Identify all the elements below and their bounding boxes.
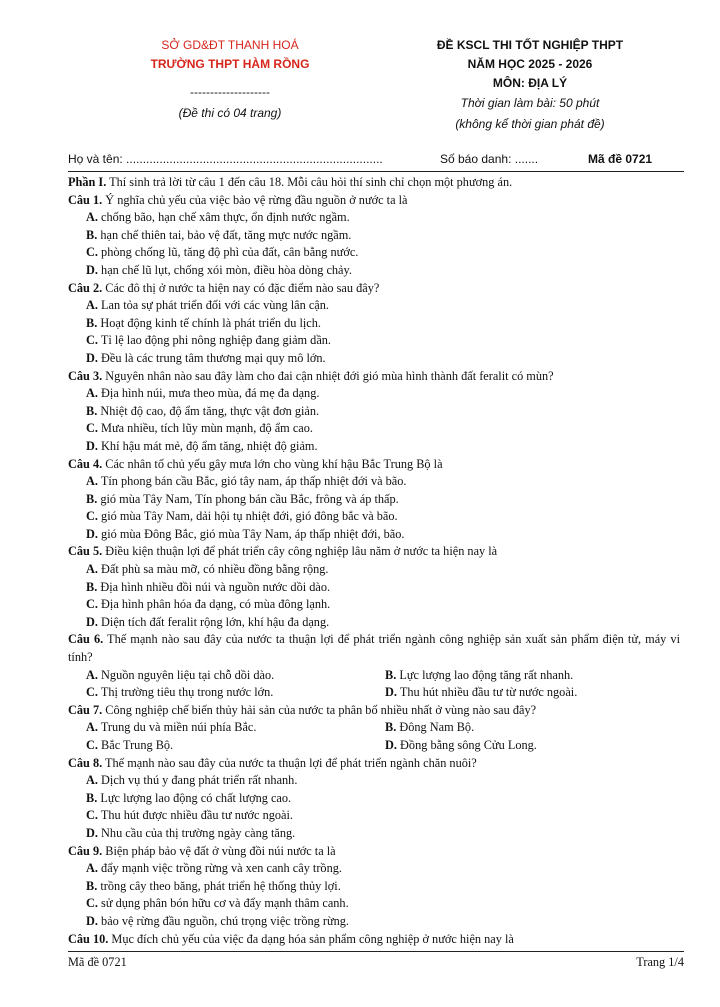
option-text: Tín phong bán cầu Bắc, gió tây nam, áp thấp nhiệt đới và bão. (97, 474, 407, 489)
question-text: Mục đích chủ yếu của việc đa dạng hóa sản phẩm công nghiệp ở nước hiện nay là (108, 931, 514, 946)
candidate-info (68, 152, 662, 172)
option-key: C. (86, 245, 98, 260)
question-number: Câu 9. (68, 843, 103, 858)
subject: MÔN: ĐỊA LÝ (492, 76, 568, 90)
option-text: Dịch vụ thú y đang phát triển rất nhanh. (97, 773, 298, 788)
option-text: Thị trường tiêu thụ trong nước lớn. (97, 685, 274, 700)
option-text: Hoạt động kinh tế chính là phát triển du lịch. (97, 315, 321, 330)
answer-option (385, 667, 573, 685)
option-key: C. (86, 808, 98, 823)
option-text: Lực lượng lao động tăng rất nhanh. (396, 667, 574, 682)
answer-option (68, 508, 680, 526)
answer-option (68, 878, 680, 896)
question-number: Câu 10. (68, 931, 109, 946)
option-key: D. (86, 350, 98, 365)
option-key: D. (385, 685, 397, 700)
option-key: A. (86, 474, 98, 489)
option-key: A. (86, 298, 98, 313)
option-text: Đều là các trung tâm thương mại quy mô lớn. (97, 350, 326, 365)
option-key: A. (86, 386, 98, 401)
answer-option (68, 719, 385, 737)
question-text: Biện pháp bảo vệ đất ở vùng đồi núi nước ta là (102, 843, 336, 858)
answer-option (68, 684, 385, 702)
option-key: A. (86, 773, 98, 788)
answer-option (68, 420, 680, 438)
option-text: Mưa nhiều, tích lũy mùn mạnh, độ ẩm cao. (97, 421, 313, 436)
part-heading (68, 174, 680, 192)
name-label: Họ và tên: ............................................................................. (68, 152, 383, 166)
question-stem (68, 368, 680, 386)
option-text: Nguồn nguyên liệu tại chỗ dồi dào. (97, 667, 275, 682)
option-text: Diện tích đất feralit rộng lớn, khí hậu đa dạng. (97, 614, 330, 629)
option-key: C. (86, 421, 98, 436)
option-key: D. (86, 438, 98, 453)
option-text: Đông Nam Bộ. (396, 720, 475, 735)
footer-exam-code: Mã đề 0721 (68, 955, 127, 969)
option-text: Lan tỏa sự phát triển đối với các vùng lân cận. (97, 298, 329, 313)
part-label: Phần I. (68, 175, 107, 189)
option-text: hạn chế lũ lụt, chống xói mòn, điều hòa dòng chảy. (97, 262, 352, 277)
answer-option (68, 772, 680, 790)
department-name: SỞ GD&ĐT THANH HOÁ (161, 38, 299, 52)
option-text: sử dụng phân bón hữu cơ và đẩy mạnh thâm canh. (97, 896, 349, 911)
question-text: Các nhân tố chủ yếu gây mưa lớn cho vùng khí hậu Bắc Trung Bộ là (102, 456, 443, 471)
option-text: hạn chế thiên tai, bảo vệ đất, tăng mực nước ngầm. (97, 227, 352, 242)
question-number: Câu 6. (68, 632, 104, 647)
option-text: Bắc Trung Bộ. (97, 738, 174, 752)
option-row (68, 684, 680, 702)
option-key: D. (86, 825, 98, 840)
question-text: Thế mạnh nào sau đây của nước ta thuận lợi để phát triển ngành chăn nuôi? (102, 755, 477, 770)
answer-option (68, 807, 680, 825)
option-text: chống bão, hạn chế xâm thực, ổn định nước ngầm. (97, 210, 350, 225)
option-key: B. (86, 315, 98, 330)
question-text: Thế mạnh nào sau đây của nước ta thuận lợi để phát triển ngành công nghiệp sản xuất sản phẩm điện tử, máy vi tính? (68, 632, 680, 665)
option-key: B. (385, 720, 397, 735)
pages-note: (Đề thi có 04 trang) (178, 106, 282, 120)
option-text: bảo vệ rừng đầu nguồn, chú trọng việc trồng rừng. (97, 913, 349, 928)
answer-option (68, 491, 680, 509)
school-name: TRƯỜNG THPT HÀM RỒNG (150, 57, 310, 71)
option-text: đẩy mạnh việc trồng rừng và xen canh cây trồng. (97, 861, 342, 876)
answer-option (68, 473, 680, 491)
option-text: Tỉ lệ lao động phi nông nghiệp đang giảm dần. (97, 333, 332, 348)
question-stem (68, 456, 680, 474)
question-number: Câu 3. (68, 368, 103, 383)
option-key: C. (86, 738, 98, 752)
option-text: Thu hút được nhiều đầu tư nước ngoài. (97, 808, 293, 823)
option-key: B. (86, 403, 98, 418)
questions-body (68, 174, 680, 948)
question-text: Ý nghĩa chủ yếu của việc bảo vệ rừng đầu nguồn ở nước ta là (102, 192, 408, 207)
question-text: Điều kiện thuận lợi để phát triển cây công nghiệp lâu năm ở nước ta hiện nay là (102, 544, 498, 559)
question-stem (68, 192, 680, 210)
answer-option (385, 719, 474, 737)
option-key: A. (86, 562, 98, 577)
option-text: Đất phù sa màu mỡ, có nhiều đồng bằng rộng. (97, 562, 329, 577)
exam-header (0, 36, 720, 136)
question-text: Công nghiệp chế biến thủy hải sản của nước ta phân bố nhiều nhất ở vùng nào sau đây? (102, 702, 537, 717)
option-row (68, 719, 680, 737)
option-key: A. (86, 210, 98, 225)
answer-option (68, 596, 680, 614)
option-text: Khí hậu mát mẻ, độ ẩm tăng, nhiệt độ giảm. (97, 438, 318, 453)
option-key: D. (86, 614, 98, 629)
answer-option (68, 385, 680, 403)
question-stem (68, 843, 680, 861)
answer-option (68, 561, 680, 579)
option-key: D. (86, 526, 98, 541)
answer-option (68, 438, 680, 456)
option-text: Địa hình nhiều đồi núi và nguồn nước dồi dào. (97, 579, 331, 594)
option-text: gió mùa Tây Nam, Tín phong bán cầu Bắc, frông và áp thấp. (97, 491, 399, 506)
question-stem (68, 543, 680, 561)
option-key: B. (86, 227, 98, 242)
option-key: C. (86, 685, 98, 700)
header-right (400, 36, 660, 135)
option-key: C. (86, 333, 98, 348)
answer-option (68, 667, 385, 685)
question-text: Các đô thị ở nước ta hiện nay có đặc điểm nào sau đây? (102, 280, 380, 295)
option-key: A. (86, 667, 98, 682)
option-text: Nhu cầu của thị trường ngày càng tăng. (97, 825, 296, 840)
option-text: Trung du và miền núi phía Bắc. (97, 720, 257, 735)
answer-option (385, 737, 537, 755)
answer-option (68, 262, 680, 280)
answer-option (68, 244, 680, 262)
duration: Thời gian làm bài: 50 phút (460, 96, 600, 110)
question-number: Câu 1. (68, 192, 103, 207)
option-key: B. (385, 667, 397, 682)
answer-option (68, 860, 680, 878)
option-key: B. (86, 579, 98, 594)
option-row (68, 737, 680, 755)
answer-option (68, 579, 680, 597)
option-key: B. (86, 790, 98, 805)
exam-code-label: Mã đề 0721 (588, 152, 653, 166)
question-stem (68, 931, 680, 949)
answer-option (68, 614, 680, 632)
option-text: phòng chống lũ, tăng độ phì của đất, cân bằng nước. (97, 245, 359, 260)
question-stem (68, 631, 680, 666)
header-dashes: -------------------- (190, 85, 270, 99)
question-text: Nguyên nhân nào sau đây làm cho đai cận nhiệt đới gió mùa hình thành đất feralit có mùn? (102, 368, 554, 383)
option-key: A. (86, 861, 98, 876)
question-number: Câu 5. (68, 544, 103, 559)
option-text: Thu hút nhiều đầu tư từ nước ngoài. (396, 685, 578, 700)
question-stem (68, 755, 680, 773)
footer-divider (68, 951, 684, 952)
option-text: Lực lượng lao động có chất lượng cao. (97, 790, 292, 805)
answer-option (68, 315, 680, 333)
option-key: B. (86, 878, 98, 893)
question-number: Câu 2. (68, 280, 103, 295)
question-stem (68, 702, 680, 720)
answer-option (68, 332, 680, 350)
option-row (68, 667, 680, 685)
option-key: D. (385, 738, 397, 752)
option-key: D. (86, 262, 98, 277)
option-text: gió mùa Đông Bắc, gió mùa Tây Nam, áp thấp nhiệt đới, bão. (97, 526, 405, 541)
answer-option (68, 895, 680, 913)
option-text: Địa hình phân hóa đa dạng, có mùa đông lạnh. (97, 597, 331, 612)
option-key: C. (86, 509, 98, 524)
answer-option (68, 403, 680, 421)
question-number: Câu 4. (68, 456, 103, 471)
info-divider (68, 171, 684, 172)
answer-option (68, 737, 385, 755)
option-key: B. (86, 491, 98, 506)
question-number: Câu 8. (68, 755, 103, 770)
option-text: Địa hình núi, mưa theo mùa, đá mẹ đa dạng. (97, 386, 320, 401)
option-text: Nhiệt độ cao, độ ẩm tăng, thực vật đơn giản. (97, 403, 320, 418)
school-year: NĂM HỌC 2025 - 2026 (467, 57, 593, 71)
option-key: D. (86, 913, 98, 928)
option-key: C. (86, 597, 98, 612)
answer-option (68, 209, 680, 227)
answer-option (68, 350, 680, 368)
answer-option (68, 227, 680, 245)
answer-option (385, 684, 577, 702)
answer-option (68, 297, 680, 315)
answer-option (68, 825, 680, 843)
question-stem (68, 280, 680, 298)
part-instructions: Thí sinh trả lời từ câu 1 đến câu 18. Mỗi câu hỏi thí sinh chỉ chọn một phương án. (106, 175, 513, 189)
footer-page-number: Trang 1/4 (636, 955, 684, 969)
option-text: Đồng bằng sông Cửu Long. (396, 738, 537, 752)
option-text: gió mùa Tây Nam, dải hội tụ nhiệt đới, gió đông bắc và bão. (97, 509, 398, 524)
option-key: A. (86, 720, 98, 735)
option-key: C. (86, 896, 98, 911)
duration-note: (không kể thời gian phát đề) (455, 117, 605, 131)
answer-option (68, 913, 680, 931)
sbd-label: Số báo danh: ....... (440, 152, 539, 166)
answer-option (68, 790, 680, 808)
header-left (110, 36, 350, 124)
answer-option (68, 526, 680, 544)
exam-title: ĐỀ KSCL THI TỐT NGHIỆP THPT (436, 38, 624, 52)
question-number: Câu 7. (68, 702, 103, 717)
option-text: trồng cây theo băng, phát triển hệ thống thủy lợi. (97, 878, 341, 893)
